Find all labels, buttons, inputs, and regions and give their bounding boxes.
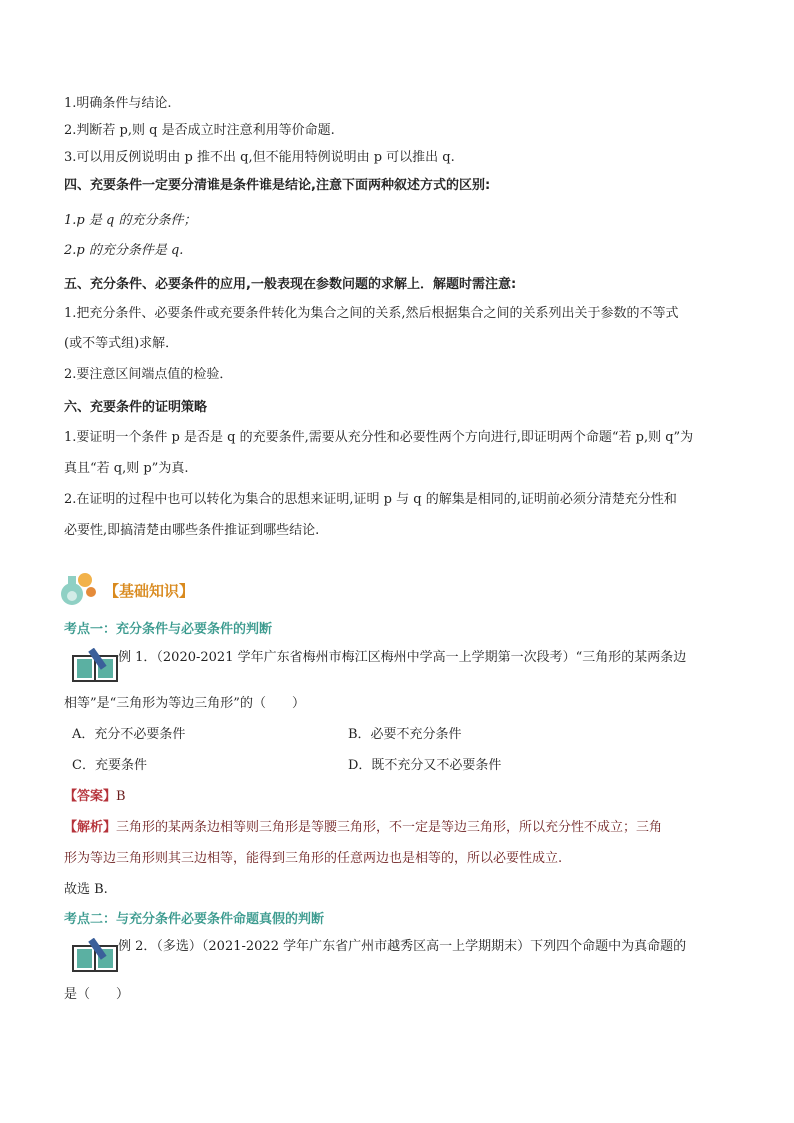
- text-line: 必要性,即搞清楚由哪些条件推证到哪些结论.: [64, 523, 320, 538]
- section-heading-6: 六、充要条件的证明策略: [64, 400, 208, 415]
- text-line: 真且“若 q,则 p”为真.: [64, 461, 189, 476]
- option-d: D．既不充分又不必要条件: [348, 758, 502, 773]
- section-heading-5: 五、充分条件、必要条件的应用,一般表现在参数问题的求解上．解题时需注意:: [64, 277, 517, 292]
- section-title: 【基础知识】: [104, 582, 195, 600]
- text-line: 2.在证明的过程中也可以转化为集合的思想来证明,证明 p 与 q 的解集是相同的,证明前必须分清楚充分性和: [64, 492, 677, 507]
- example-2-text: 例 2．（多选）（2021-2022 学年广东省广州市越秀区高一上学期期末）下列四个命题中为真命题的: [118, 939, 687, 954]
- kp2-title: 考点二：与充分条件必要条件命题真假的判断: [64, 912, 325, 927]
- answer-label: 【答案】: [64, 789, 117, 804]
- analysis-text: 三角形的某两条边相等则三角形是等腰三角形，不一定是等边三角形，所以充分性不成立；三角: [116, 820, 663, 835]
- option-b: B．必要不充分条件: [348, 727, 462, 742]
- example-1-text: 例 1．（2020-2021 学年广东省梅州市梅江区梅州中学高一上学期第一次段考）“三角形的某两条边: [118, 650, 687, 665]
- example-2-text-2: 是（ ）: [64, 987, 130, 1002]
- section-heading-4: 四、充要条件一定要分清谁是条件谁是结论,注意下面两种叙述方式的区别:: [64, 178, 491, 193]
- text-line: 2.p 的充分条件是 q.: [64, 243, 184, 258]
- text-line: 2.要注意区间端点值的检验．: [64, 367, 233, 382]
- text-line: (或不等式组)求解．: [64, 336, 179, 351]
- text-line: 2.判断若 p,则 q 是否成立时注意利用等价命题.: [64, 123, 335, 138]
- example-1-text-2: 相等”是“三角形为等边三角形”的（ ）: [64, 696, 305, 711]
- book-pencil-icon: [72, 938, 118, 972]
- answer-value: B: [116, 789, 126, 804]
- option-a: A．充分不必要条件: [72, 727, 186, 742]
- analysis-text-2: 形为等边三角形则其三边相等，能得到三角形的任意两边也是相等的，所以必要性成立.: [64, 851, 563, 866]
- text-line: 1.把充分条件、必要条件或充要条件转化为集合之间的关系,然后根据集合之间的关系列出关于参数的不等式: [64, 306, 679, 321]
- analysis-line: [64, 818, 730, 838]
- kp1-title: 考点一：充分条件与必要条件的判断: [64, 622, 273, 637]
- book-pencil-icon: [72, 648, 118, 682]
- option-c: C．充要条件: [72, 758, 147, 773]
- text-line: 3.可以用反例说明由 p 推不出 q,但不能用特例说明由 p 可以推出 q.: [64, 150, 455, 165]
- text-line: 1.要证明一个条件 p 是否是 q 的充要条件,需要从充分性和必要性两个方向进行,即证明两个命题“若 p,则 q”为: [64, 430, 694, 445]
- answer-line: [64, 787, 730, 807]
- flask-icon: [58, 568, 102, 608]
- text-line: 1.p 是 q 的充分条件；: [64, 213, 197, 228]
- analysis-label: 【解析】: [64, 820, 117, 835]
- conclusion: 故选 B.: [64, 882, 108, 897]
- text-line: 1.明确条件与结论.: [64, 96, 172, 111]
